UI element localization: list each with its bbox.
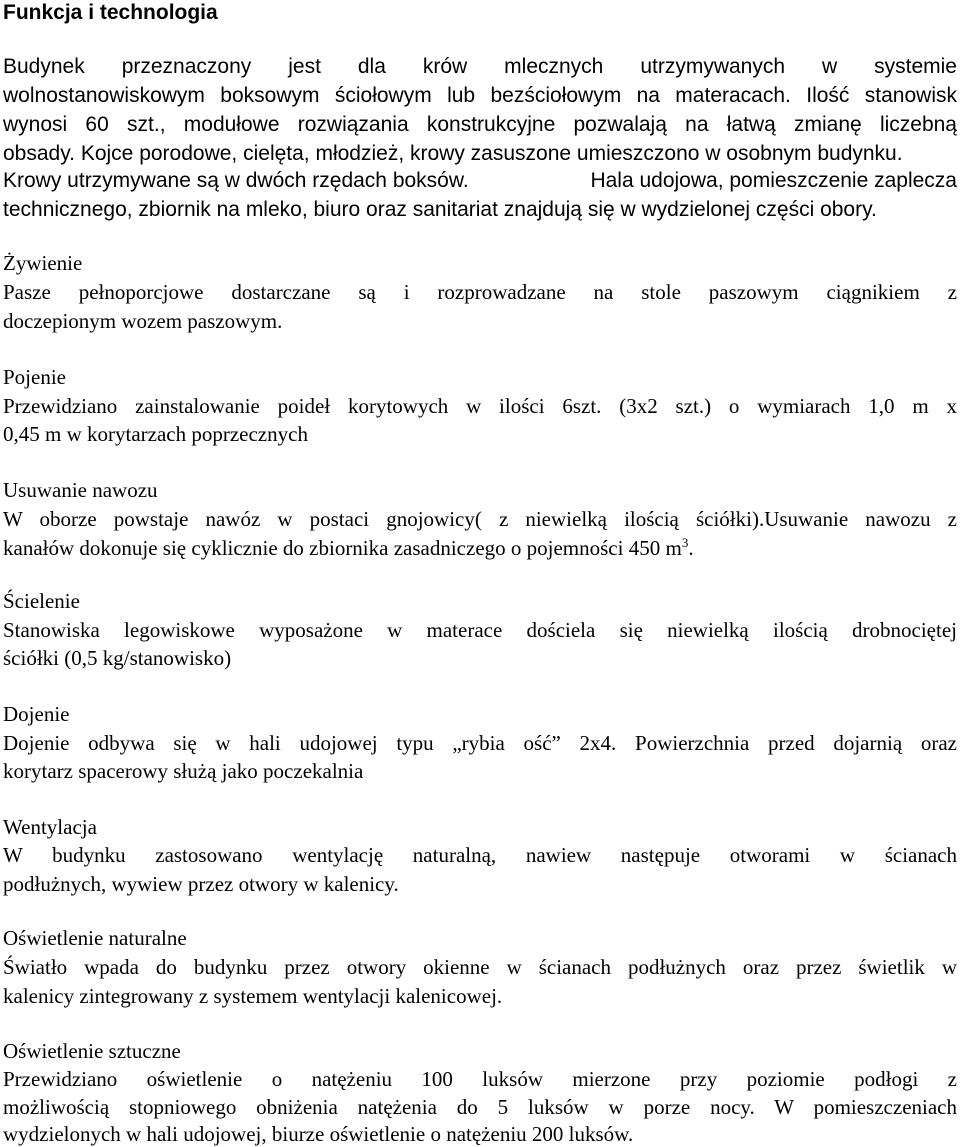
zywienie-line-1: Pasze pełnoporcjowe dostarczane są i rozprowadzane na stole paszowym ciągnikiem z bbox=[3, 280, 957, 304]
intro-line-1: Budynek przeznaczony jest dla krów mlecznych utrzymywanych w systemie bbox=[3, 55, 957, 78]
heading-oswietlenie-naturalne: Oświetlenie naturalne bbox=[3, 926, 187, 950]
oswietlenie-sztuczne-line-2: możliwością stopniowego obniżenia natężenia do 5 luksów w porze nocy. W pomieszczeniach bbox=[3, 1095, 957, 1119]
oswietlenie-naturalne-line-2: kalenicy zintegrowany z systemem wentylacji kalenicowej. bbox=[3, 984, 503, 1008]
heading-scielenie: Ścielenie bbox=[3, 589, 80, 613]
intro-line-2: wolnostanowiskowym boksowym ściołowym lub bezściołowym na materacach. Ilość stanowisk bbox=[3, 84, 957, 107]
intro-line-4: obsady. Kojce porodowe, cielęta, młodzież, krowy zasuszone umieszczono w osobnym budynku. bbox=[3, 142, 903, 165]
document-title: Funkcja i technologia bbox=[3, 1, 218, 24]
intro-line-6: technicznego, zbiornik na mleko, biuro oraz sanitariat znajdują się w wydzielonej części obory. bbox=[3, 198, 877, 221]
zywienie-line-2: doczepionym wozem paszowym. bbox=[3, 309, 283, 333]
wentylacja-line-2: podłużnych, wywiew przez otwory w kalenicy. bbox=[3, 872, 399, 896]
heading-zywienie: Żywienie bbox=[3, 251, 83, 275]
oswietlenie-sztuczne-line-1: Przewidziano oświetlenie o natężeniu 100 luksów mierzone przy poziomie podłogi z bbox=[3, 1067, 957, 1091]
wentylacja-line-1: W budynku zastosowano wentylację naturalną, nawiew następuje otworami w ścianach bbox=[3, 843, 957, 867]
pojenie-line-1: Przewidziano zainstalowanie poideł korytowych w ilości 6szt. (3x2 szt.) o wymiarach 1,0 m x bbox=[3, 394, 957, 418]
heading-usuwanie-nawozu: Usuwanie nawozu bbox=[3, 478, 158, 502]
scielenie-line-1: Stanowiska legowiskowe wyposażone w materace dościela się niewielką ilością drobnociętej bbox=[3, 618, 957, 642]
oswietlenie-sztuczne-line-3: wydzielonych w hali udojowej, biurze oświetlenie o natężeniu 200 luksów. bbox=[3, 1122, 634, 1146]
superscript-exponent: 3 bbox=[681, 535, 689, 550]
heading-pojenie: Pojenie bbox=[3, 365, 66, 389]
usuwanie-line-1: W oborze powstaje nawóz w postaci gnojowicy( z niewielką ilością ściółki).Usuwanie nawozu z bbox=[3, 507, 957, 531]
oswietlenie-naturalne-line-1: Światło wpada do budynku przez otwory okienne w ścianach podłużnych oraz przez świetlik w bbox=[3, 955, 957, 979]
usuwanie-line-2-text: kanałów dokonuje się cyklicznie do zbiornika zasadniczego o pojemności 450 m bbox=[3, 536, 682, 560]
heading-wentylacja: Wentylacja bbox=[3, 815, 97, 839]
intro-line-3: wynosi 60 szt., modułowe rozwiązania konstrukcyjne pozwalają na łatwą zmianę liczebną bbox=[3, 113, 957, 136]
usuwanie-line-2-end: . bbox=[688, 536, 694, 560]
usuwanie-line-2 bbox=[3, 535, 957, 561]
intro-line-5b: Hala udojowa, pomieszczenie zaplecza bbox=[590, 169, 957, 192]
heading-oswietlenie-sztuczne: Oświetlenie sztuczne bbox=[3, 1039, 181, 1063]
dojenie-line-2: korytarz spacerowy służą jako poczekalnia bbox=[3, 759, 364, 783]
pojenie-line-2: 0,45 m w korytarzach poprzecznych bbox=[3, 422, 308, 446]
scielenie-line-2: ściółki (0,5 kg/stanowisko) bbox=[3, 646, 232, 670]
intro-line-5a: Krowy utrzymywane są w dwóch rzędach boksów. bbox=[3, 169, 469, 192]
heading-dojenie: Dojenie bbox=[3, 702, 70, 726]
dojenie-line-1: Dojenie odbywa się w hali udojowej typu „rybia ość” 2x4. Powierzchnia przed dojarnią oraz bbox=[3, 731, 957, 755]
